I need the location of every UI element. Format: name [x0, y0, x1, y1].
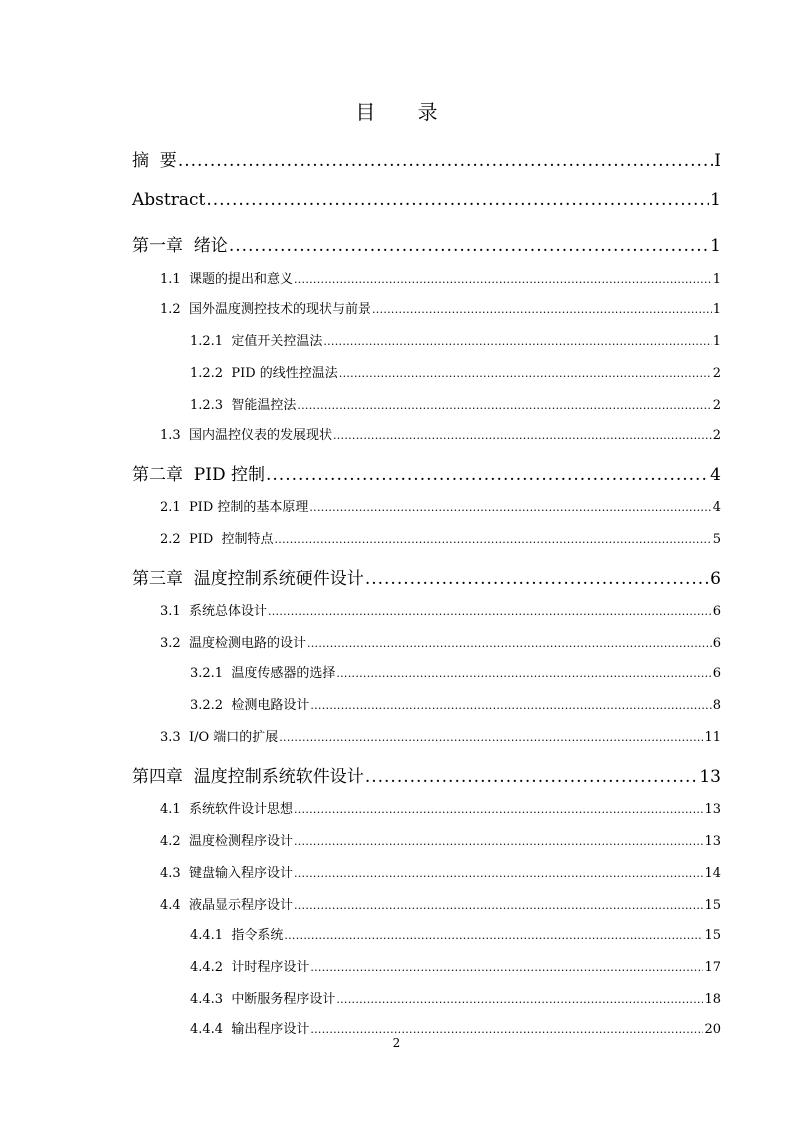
toc-entry-label: 1.2 国外温度测控技术的现状与前景	[160, 302, 371, 317]
toc-entry-label: 4.4.3 中断服务程序设计	[190, 992, 336, 1007]
toc-entry-page: 6	[712, 666, 721, 681]
toc-entry-label: 4.4.4 输出程序设计	[190, 1022, 310, 1037]
toc-entry[interactable]	[132, 564, 721, 589]
toc-entry-page: 13	[704, 802, 721, 817]
toc-entry[interactable]	[190, 1018, 721, 1037]
toc-entry[interactable]	[190, 662, 721, 681]
toc-entry-label: 4.3 键盘输入程序设计	[160, 866, 293, 881]
toc-entry-page: 6	[712, 636, 721, 651]
toc-entry[interactable]	[190, 924, 721, 943]
toc-entry-page: 11	[704, 730, 721, 745]
toc-entry-page: 1	[712, 272, 721, 287]
toc-entry[interactable]	[190, 988, 721, 1007]
toc-entry-label: 1.1 课题的提出和意义	[160, 272, 293, 287]
dot-leader	[336, 666, 711, 681]
toc-entry-label: 1.3 国内温控仪表的发展现状	[160, 428, 332, 443]
toc-entry[interactable]	[132, 460, 721, 485]
toc-entry-page: 1	[710, 190, 721, 210]
toc-entry[interactable]	[190, 394, 721, 413]
toc-entry[interactable]	[160, 632, 721, 651]
toc-entry-page: 13	[699, 767, 721, 787]
toc-entry-page: 5	[712, 532, 721, 547]
toc-entry-label: 4.4.1 指令系统	[190, 928, 284, 943]
toc-entry[interactable]	[160, 268, 721, 287]
toc-entry-page: 6	[710, 569, 721, 589]
toc-entry-label: Abstract	[132, 190, 206, 210]
dot-leader	[365, 767, 699, 787]
toc-entry-page: 15	[704, 928, 721, 943]
dot-leader	[310, 1022, 703, 1037]
dot-leader	[307, 636, 712, 651]
dot-leader	[294, 834, 704, 849]
dot-leader	[279, 730, 703, 745]
dot-leader	[268, 604, 712, 619]
toc-entry-page: 1	[712, 334, 721, 349]
toc-entry-page: 18	[704, 992, 721, 1007]
toc-entry[interactable]	[132, 190, 721, 210]
toc-entry[interactable]	[132, 146, 721, 171]
toc-title: 目 录	[355, 100, 456, 124]
toc-entry[interactable]	[160, 862, 721, 881]
toc-entry-page: 2	[712, 428, 721, 443]
toc-entry[interactable]	[160, 600, 721, 619]
toc-entry-label: 3.3 I/O 端口的扩展	[160, 730, 279, 745]
toc-entry-label: 第三章 温度控制系统硬件设计	[132, 569, 364, 589]
toc-entry[interactable]	[190, 330, 721, 349]
toc-entry-label: 1.2.3 智能温控法	[190, 398, 297, 413]
toc-entry-label: 第一章 绪论	[132, 236, 228, 256]
toc-entry-label: 3.2.1 温度传感器的选择	[190, 666, 336, 681]
toc-entry-page: 2	[712, 398, 721, 413]
toc-entry-page: 8	[712, 698, 721, 713]
toc-entry-page: 1	[712, 302, 721, 317]
toc-entry-label: 4.2 温度检测程序设计	[160, 834, 293, 849]
dot-leader	[294, 898, 704, 913]
toc-entry-page: 2	[712, 366, 721, 381]
toc-entry-page: 14	[704, 866, 721, 881]
toc-entry-label: 第二章 PID 控制	[132, 465, 265, 485]
dot-leader	[372, 302, 712, 317]
dot-leader	[323, 334, 711, 349]
toc-entry[interactable]	[160, 726, 721, 745]
toc-entry[interactable]	[160, 798, 721, 817]
toc-entry-label: 摘 要	[132, 151, 177, 171]
dot-leader	[294, 802, 704, 817]
dot-leader	[336, 992, 703, 1007]
toc-entry-page: I	[714, 151, 721, 171]
toc-entry-page: 4	[712, 500, 721, 515]
toc-entry[interactable]	[160, 830, 721, 849]
toc-entry-page: 20	[704, 1022, 721, 1037]
toc-entry[interactable]	[132, 762, 721, 787]
dot-leader	[275, 532, 712, 547]
dot-leader	[266, 465, 709, 485]
dot-leader	[310, 698, 711, 713]
toc-entry[interactable]	[190, 694, 721, 713]
toc-entry-label: 4.4.2 计时程序设计	[190, 960, 310, 975]
dot-leader	[178, 151, 713, 171]
toc-entry[interactable]	[160, 528, 721, 547]
toc-entry[interactable]	[190, 956, 721, 975]
toc-entry-label: 第四章 温度控制系统软件设计	[132, 767, 364, 787]
toc-entry[interactable]	[160, 496, 721, 515]
toc-entry-label: 2.2 PID 控制特点	[160, 532, 274, 547]
toc-entry-label: 3.2.2 检测电路设计	[190, 698, 310, 713]
dot-leader	[294, 272, 712, 287]
toc-entry-label: 4.1 系统软件设计思想	[160, 802, 293, 817]
toc-entry-label: 2.1 PID 控制的基本原理	[160, 500, 309, 515]
dot-leader	[309, 500, 711, 515]
toc-entry-label: 1.2.1 定值开关控温法	[190, 334, 323, 349]
toc-entry[interactable]	[132, 231, 721, 256]
toc-entry-label: 4.4 液晶显示程序设计	[160, 898, 293, 913]
dot-leader	[339, 366, 712, 381]
toc-entry-label: 3.1 系统总体设计	[160, 604, 267, 619]
dot-leader	[284, 928, 703, 943]
toc-entry[interactable]	[160, 424, 721, 443]
toc-entry[interactable]	[190, 362, 721, 381]
toc-entry[interactable]	[160, 298, 721, 317]
toc-entry-page: 4	[710, 465, 721, 485]
dot-leader	[333, 428, 712, 443]
toc-entry-page: 17	[704, 960, 721, 975]
toc-entry-label: 3.2 温度检测电路的设计	[160, 636, 306, 651]
toc-entry-page: 15	[704, 898, 721, 913]
dot-leader	[310, 960, 703, 975]
toc-entry-page: 13	[704, 834, 721, 849]
dot-leader	[297, 398, 711, 413]
dot-leader	[365, 569, 709, 589]
dot-leader	[206, 190, 709, 210]
toc-entry-page: 6	[712, 604, 721, 619]
toc-entry-page: 1	[710, 236, 721, 256]
dot-leader	[294, 866, 704, 881]
toc-entry[interactable]	[160, 894, 721, 913]
toc-entry-label: 1.2.2 PID 的线性控温法	[190, 366, 338, 381]
dot-leader	[229, 236, 709, 256]
page-number: 2	[392, 1036, 401, 1050]
